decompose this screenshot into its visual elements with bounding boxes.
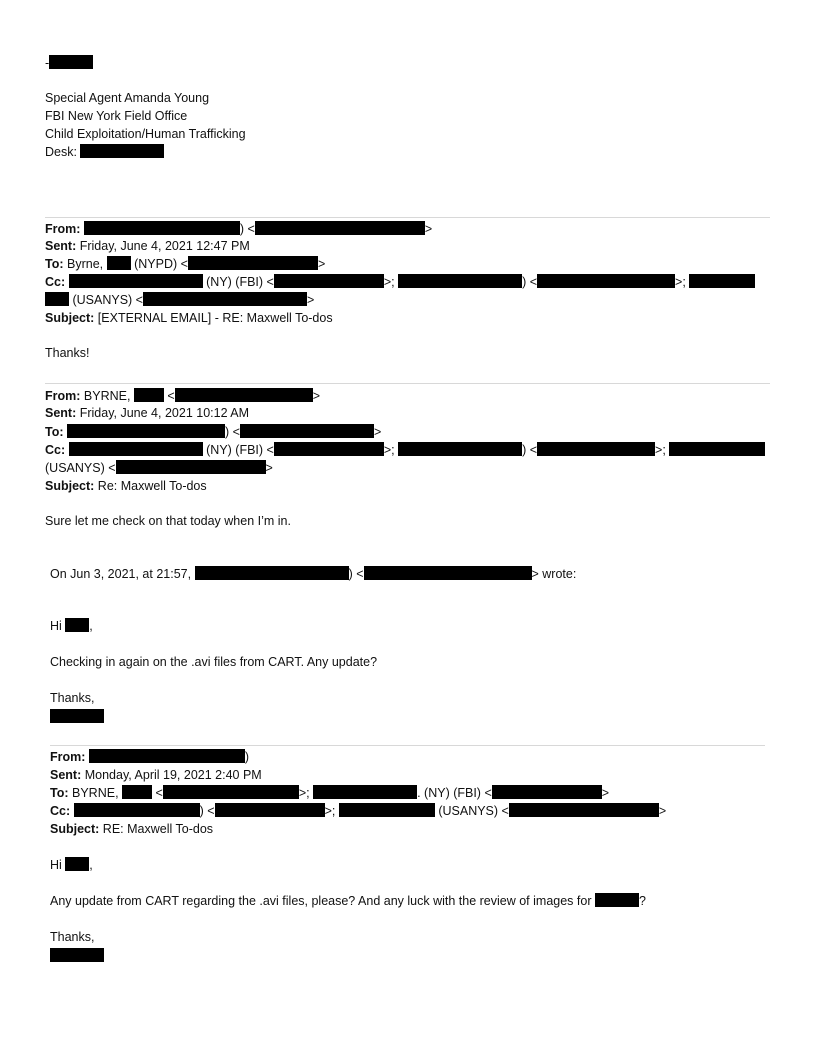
from-text: ) <: [239, 222, 255, 236]
to-text: >: [601, 786, 610, 800]
to-text: BYRNE,: [72, 786, 119, 800]
redaction-box: [364, 566, 532, 580]
email2-cc: [45, 442, 765, 458]
quoted-signoff: [50, 709, 104, 725]
redaction-box: [689, 274, 755, 288]
redaction-box: [398, 274, 522, 288]
email3-cc: [50, 803, 666, 819]
from-text: >: [312, 389, 321, 403]
email2-to: [45, 424, 381, 440]
redaction-box: [67, 424, 225, 438]
sent-value: Friday, June 4, 2021 12:47 PM: [79, 239, 250, 253]
from-label: From:: [45, 389, 81, 403]
to-text: >: [317, 257, 326, 271]
greeting-text: ,: [89, 858, 93, 872]
redaction-box: [45, 292, 69, 306]
cc-label: Cc:: [50, 804, 71, 818]
redaction-box: [313, 785, 417, 799]
to-label: To:: [50, 786, 69, 800]
cc-text: >: [658, 804, 667, 818]
email2-cc-cont: [45, 460, 273, 476]
greeting-text: ,: [89, 619, 93, 633]
redaction-box: [255, 221, 425, 235]
email2-from: [45, 388, 320, 404]
subject-label: Subject:: [50, 822, 100, 836]
cc-text: >: [265, 461, 273, 475]
to-label: To:: [45, 425, 64, 439]
cc-text: (NY) (FBI) <: [206, 275, 274, 289]
cc-text: >;: [324, 804, 336, 818]
greeting-text: Hi: [50, 858, 62, 872]
redaction-box: [116, 460, 266, 474]
redaction-box: [49, 55, 93, 69]
redaction-box: [69, 442, 203, 456]
sent-value: Friday, June 4, 2021 10:12 AM: [79, 406, 250, 420]
cc-text: >;: [383, 275, 395, 289]
desk-label: Desk:: [45, 145, 77, 159]
email1-to: [45, 256, 325, 272]
redaction-box: [595, 893, 639, 907]
email1-from: [45, 221, 432, 237]
divider: [50, 745, 765, 746]
email1-sent: [45, 238, 250, 254]
email3-to: [50, 785, 609, 801]
quoted-greeting: [50, 618, 93, 634]
to-label: To:: [45, 257, 64, 271]
redaction-box: [134, 388, 164, 402]
sent-label: Sent:: [50, 768, 82, 782]
email1-cc: [45, 274, 755, 290]
body-text: ?: [638, 894, 646, 908]
to-text: >;: [298, 786, 310, 800]
redaction-box: [65, 618, 89, 632]
cc-text: ) <: [522, 443, 538, 457]
redaction-box: [69, 274, 203, 288]
subject-value: RE: Maxwell To-dos: [102, 822, 214, 836]
cc-text: (USANYS) <: [45, 461, 116, 475]
email3-from: [50, 749, 249, 765]
cc-text: (NY) (FBI) <: [206, 443, 274, 457]
cc-text: >;: [383, 443, 395, 457]
cc-text: >: [307, 293, 315, 307]
greeting-text: Hi: [50, 619, 62, 633]
redaction-box: [195, 566, 349, 580]
redaction-box: [74, 803, 200, 817]
redaction-box: [84, 221, 240, 235]
body-text: Any update from CART regarding the .avi files, please? And any luck with the review of images for: [50, 894, 592, 908]
sent-label: Sent:: [45, 239, 77, 253]
email3-subject: [50, 821, 213, 837]
cc-text: ) <: [199, 804, 215, 818]
subject-value: [EXTERNAL EMAIL] - RE: Maxwell To-dos: [97, 311, 333, 325]
to-text: ) <: [225, 425, 240, 439]
redaction-box: [175, 388, 313, 402]
cc-label: Cc:: [45, 275, 66, 289]
to-text: >: [373, 425, 382, 439]
redaction-box: [215, 803, 325, 817]
cc-label: Cc:: [45, 443, 66, 457]
email1-body: Thanks!: [45, 346, 90, 360]
cc-text: >;: [675, 275, 686, 289]
redaction-box: [240, 424, 374, 438]
quoted-attribution: [50, 566, 576, 582]
signature-unit: Child Exploitation/Human Trafficking: [45, 127, 246, 141]
from-label: From:: [50, 750, 86, 764]
redaction-box: [509, 803, 659, 817]
redaction-box: [274, 274, 384, 288]
cc-text: >;: [655, 443, 666, 457]
from-text: ): [244, 750, 250, 764]
redaction-box: [107, 256, 131, 270]
signature-name: Special Agent Amanda Young: [45, 91, 210, 105]
email1-cc-cont: [45, 292, 314, 308]
quoted-text: ) <: [348, 567, 364, 581]
signature-dash-line: [45, 55, 93, 71]
redaction-box: [80, 144, 164, 158]
signature-office: FBI New York Field Office: [45, 109, 188, 123]
redaction-box: [492, 785, 602, 799]
sent-label: Sent:: [45, 406, 77, 420]
cc-text: (USANYS) <: [72, 293, 143, 307]
redaction-box: [122, 785, 152, 799]
sent-value: Monday, April 19, 2021 2:40 PM: [84, 768, 262, 782]
from-text: <: [167, 389, 175, 403]
to-text: <: [155, 786, 163, 800]
redaction-box: [669, 442, 765, 456]
cc-text: (USANYS) <: [438, 804, 509, 818]
redaction-box: [89, 749, 245, 763]
email2-subject: [45, 478, 207, 494]
redaction-box: [50, 948, 104, 962]
subject-label: Subject:: [45, 311, 95, 325]
signature-dash: -: [45, 56, 50, 70]
redaction-box: [65, 857, 89, 871]
email2-body: Sure let me check on that today when I’m in.: [45, 514, 291, 528]
redaction-box: [398, 442, 522, 456]
to-text: Byrne,: [67, 257, 104, 271]
quoted-body: Checking in again on the .avi files from CART. Any update?: [50, 655, 378, 669]
from-label: From:: [45, 222, 81, 236]
redaction-box: [188, 256, 318, 270]
redaction-box: [537, 442, 655, 456]
email3-body: [50, 893, 646, 909]
signature-desk: [45, 144, 164, 160]
email1-subject: [45, 310, 333, 326]
email3-greeting: [50, 857, 93, 873]
email3-sent: [50, 767, 262, 783]
divider: [45, 383, 770, 384]
from-text: BYRNE,: [83, 389, 131, 403]
subject-label: Subject:: [45, 479, 95, 493]
email3-signoff: [50, 948, 104, 964]
subject-value: Re: Maxwell To-dos: [97, 479, 207, 493]
to-text: (NYPD) <: [134, 257, 188, 271]
redaction-box: [163, 785, 299, 799]
email2-sent: [45, 405, 249, 421]
cc-text: ) <: [522, 275, 538, 289]
to-text: . (NY) (FBI) <: [417, 786, 492, 800]
quoted-thanks: Thanks,: [50, 691, 95, 705]
divider: [45, 217, 770, 218]
redaction-box: [50, 709, 104, 723]
quoted-text: > wrote:: [531, 567, 577, 581]
quoted-text: On Jun 3, 2021, at 21:57,: [50, 567, 192, 581]
email3-thanks: Thanks,: [50, 930, 95, 944]
from-text: >: [424, 222, 433, 236]
redaction-box: [274, 442, 384, 456]
redaction-box: [537, 274, 675, 288]
redaction-box: [339, 803, 435, 817]
redaction-box: [143, 292, 307, 306]
